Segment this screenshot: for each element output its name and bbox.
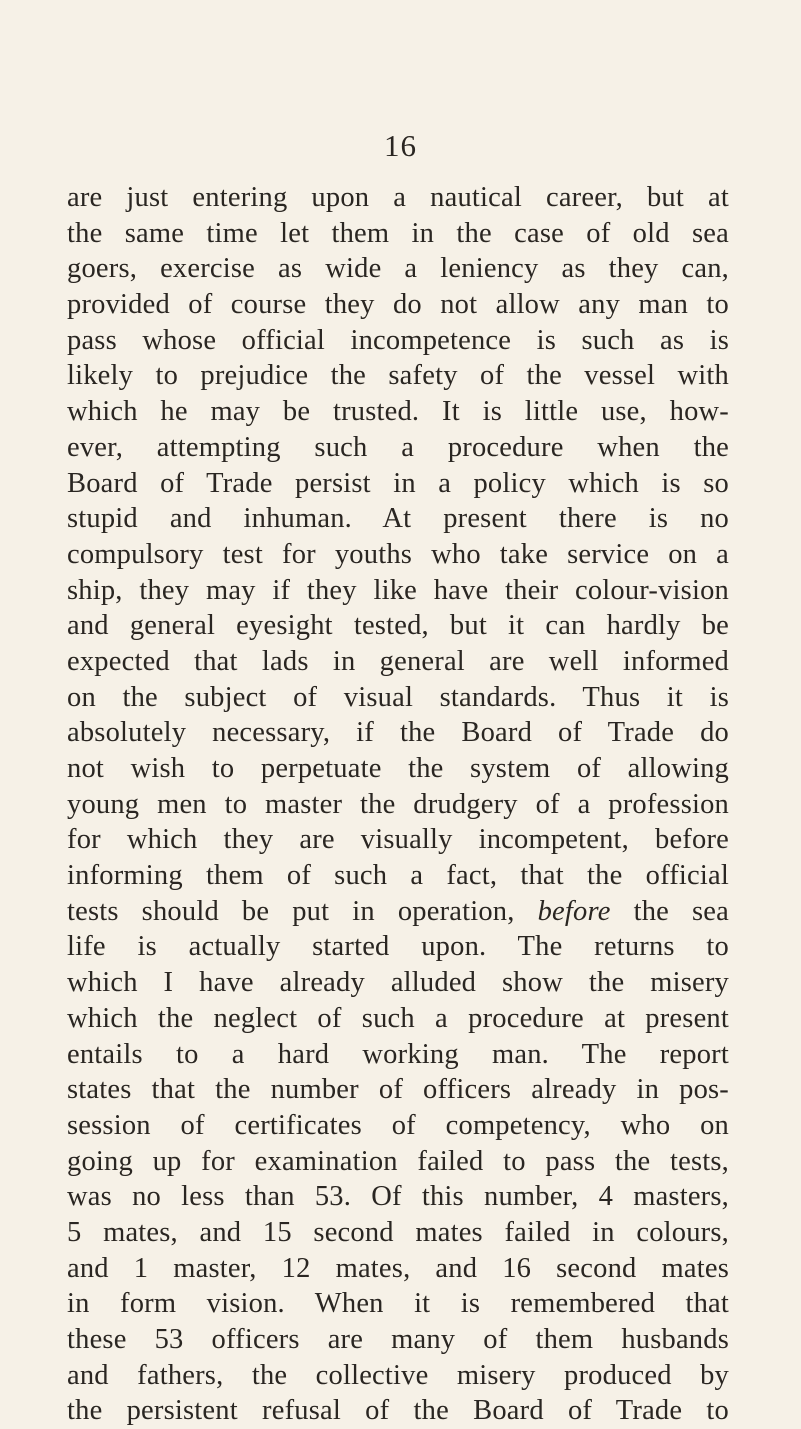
text-line: and general eyesight tested, but it can hardly be (67, 610, 729, 642)
text-line: the persistent refusal of the Board of Trade to (67, 1395, 729, 1427)
text-line: on the subject of visual standards. Thus it is (67, 681, 729, 713)
text-line: life is actually started upon. The returns to (67, 931, 729, 963)
text-line: going up for examination failed to pass the tests, (67, 1145, 729, 1177)
text-line: and 1 master, 12 mates, and 16 second mates (67, 1252, 729, 1284)
text-line: was no less than 53. Of this number, 4 masters, (67, 1181, 729, 1213)
text-line: are just entering upon a nautical career, but at (67, 182, 729, 213)
text-segment: tests should be put in operation, (67, 895, 538, 927)
text-segment: the sea (610, 895, 729, 927)
text-line: the same time let them in the case of old sea (67, 217, 729, 249)
text-line: goers, exercise as wide a leniency as they can, (67, 253, 729, 285)
text-line: ever, attempting such a procedure when the (67, 431, 729, 463)
text-line: which the neglect of such a procedure at present (67, 1002, 729, 1034)
text-line: compulsory test for youths who take service on a (67, 538, 729, 570)
text-line: young men to master the drudgery of a profession (67, 788, 729, 820)
text-line: ship, they may if they like have their colour-vision (67, 574, 729, 606)
text-line: which I have already alluded show the misery (67, 967, 729, 999)
text-line: not wish to perpetuate the system of allowing (67, 753, 729, 784)
text-line: and fathers, the collective misery produced by (67, 1359, 729, 1391)
text-line: states that the number of officers already in pos- (67, 1074, 729, 1106)
text-line: session of certificates of competency, who on (67, 1109, 729, 1141)
text-line: likely to prejudice the safety of the vessel with (67, 360, 729, 392)
text-line: for which they are visually incompetent, before (67, 824, 729, 856)
text-line: absolutely necessary, if the Board of Trade do (67, 717, 729, 749)
text-line: provided of course they do not allow any man to (67, 289, 729, 321)
text-line: entails to a hard working man. The report (67, 1038, 729, 1070)
text-line: 5 mates, and 15 second mates failed in colours, (67, 1216, 729, 1248)
text-line: Board of Trade persist in a policy which is so (67, 467, 729, 499)
page-number: 16 (384, 128, 417, 163)
text-line-with-italic (67, 894, 729, 930)
text-line: expected that lads in general are well informed (67, 645, 729, 677)
body-text (67, 180, 729, 1429)
text-line: these 53 officers are many of them husbands (67, 1324, 729, 1355)
text-line: which he may be trusted. It is little use, how- (67, 396, 729, 428)
text-line: pass whose official incompetence is such as is (67, 324, 729, 356)
text-line: in form vision. When it is remembered that (67, 1288, 729, 1320)
italic-word: before (537, 895, 611, 927)
text-line: stupid and inhuman. At present there is no (67, 503, 729, 535)
text-line: informing them of such a fact, that the official (67, 860, 729, 892)
